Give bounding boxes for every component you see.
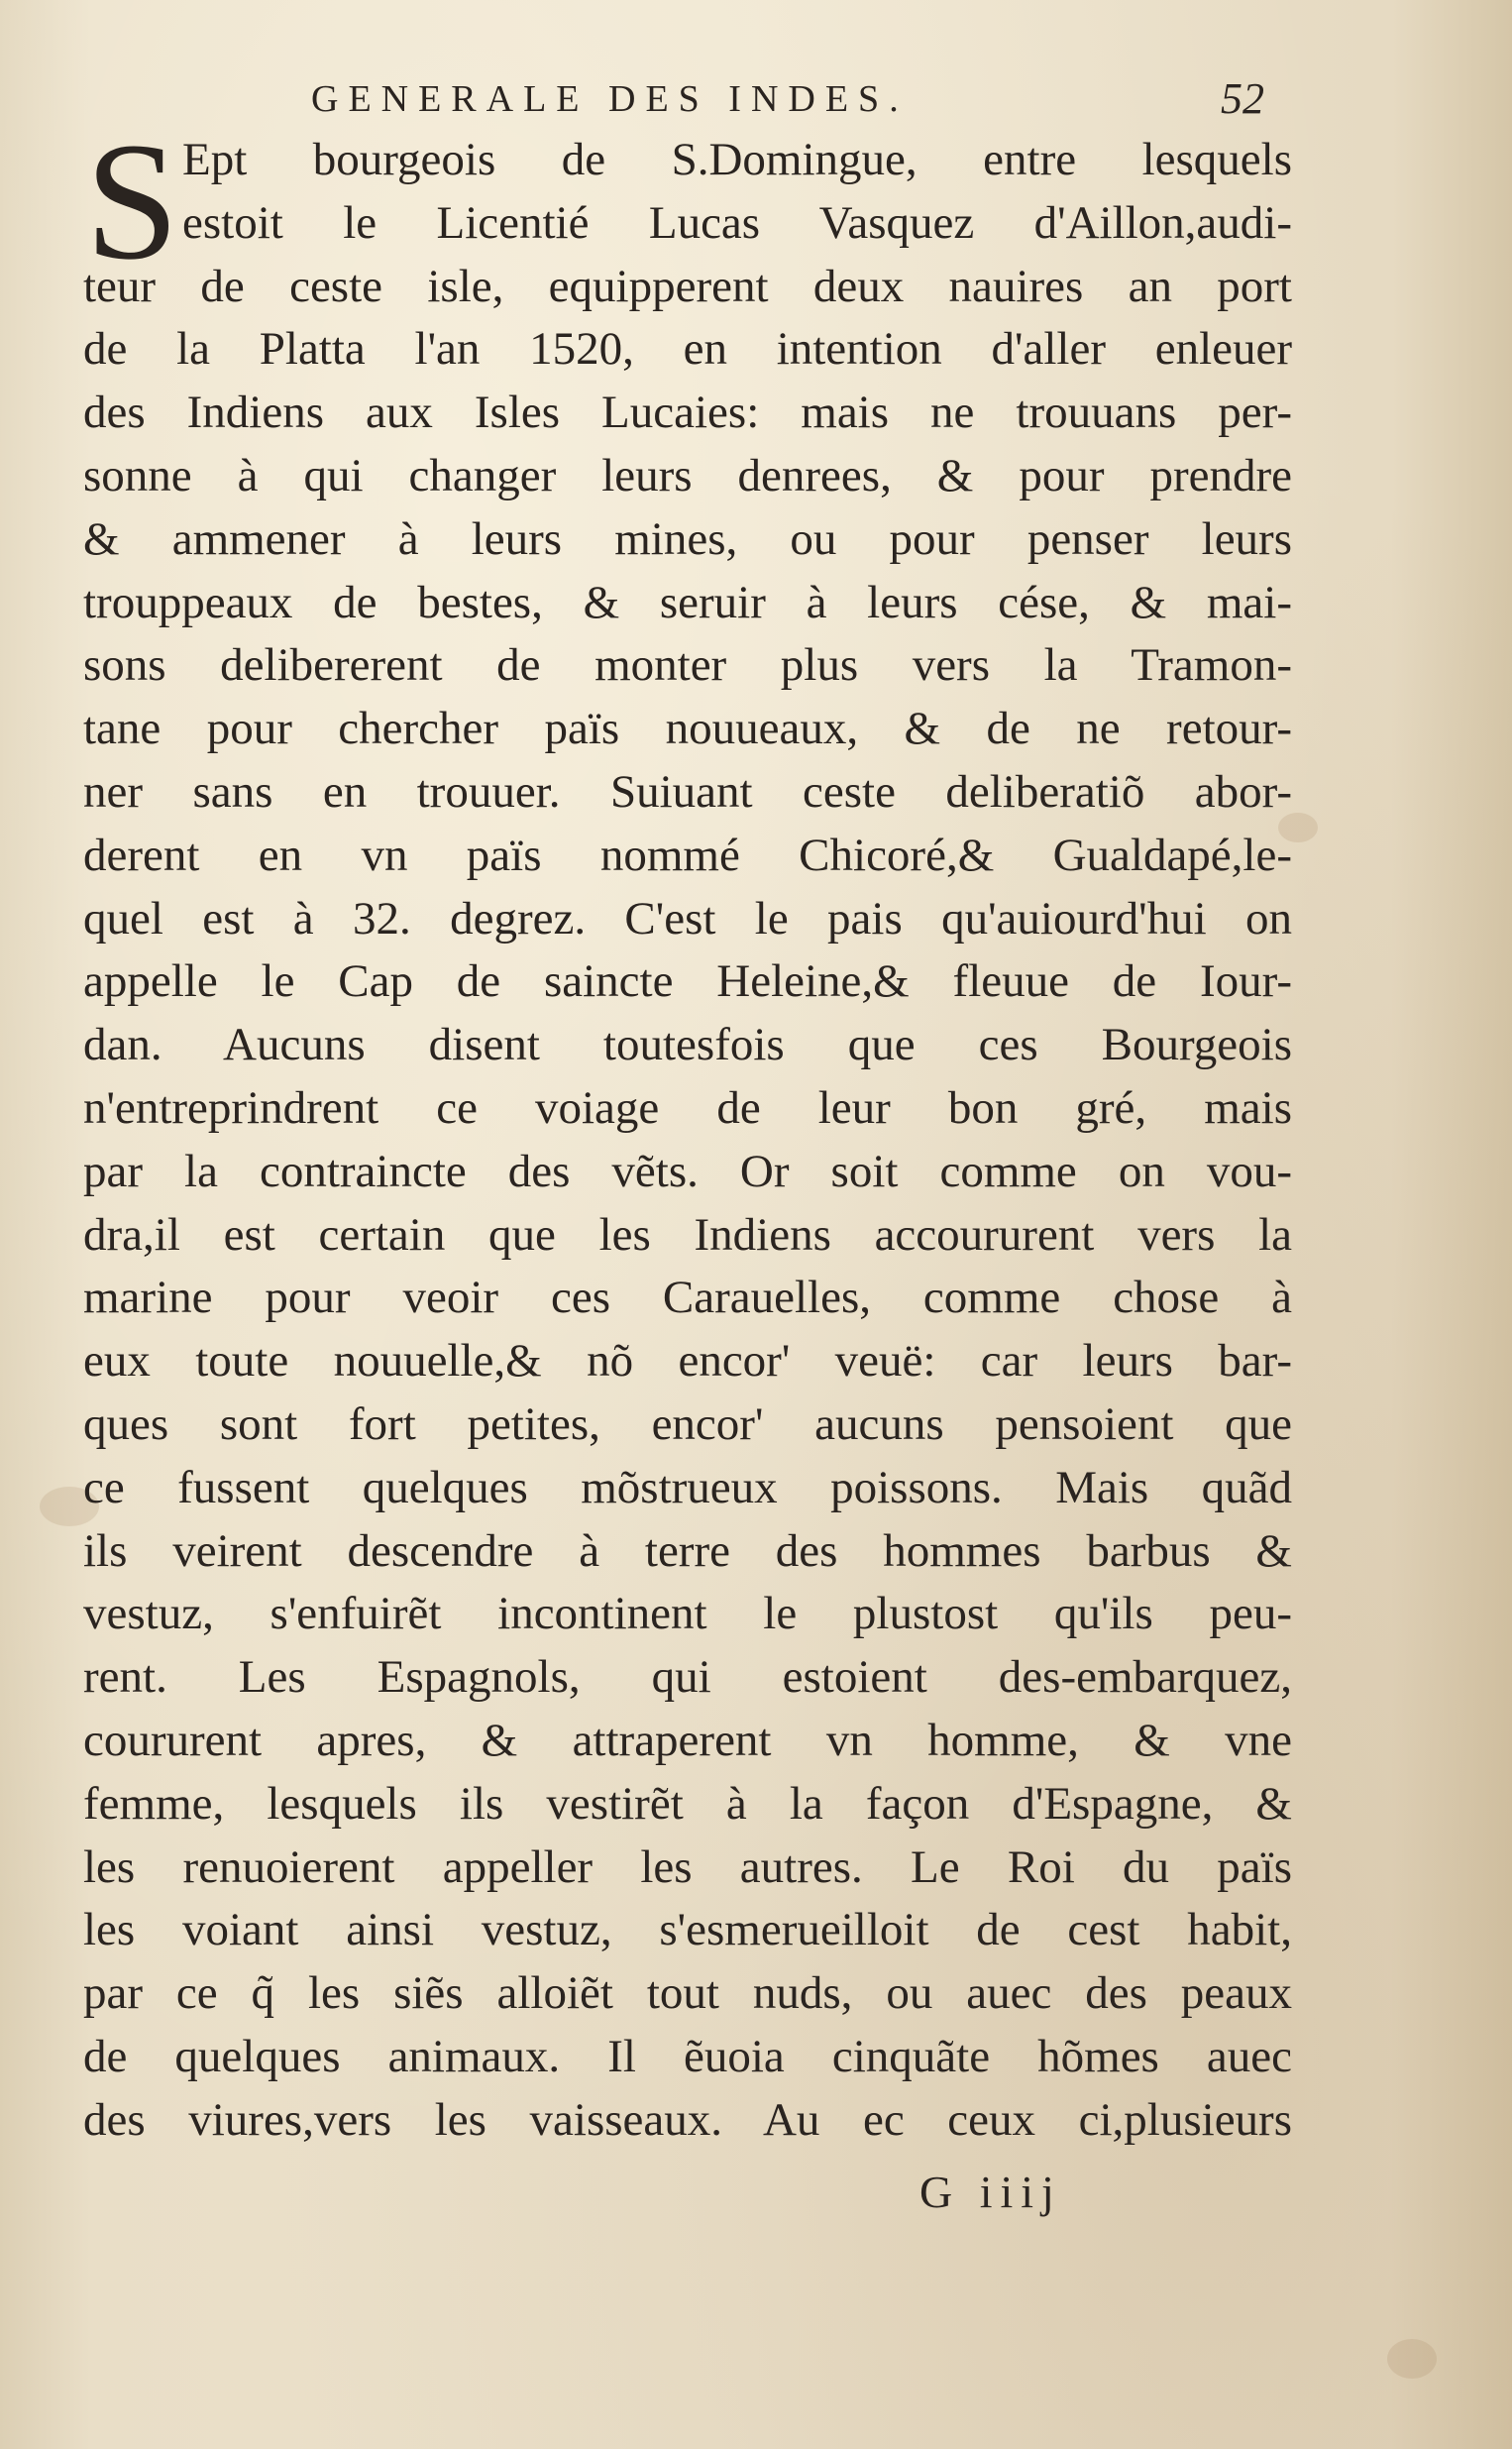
text-line: Ept bourgeois de S.Domingue, entre lesquels <box>182 134 1292 185</box>
text-line: femme, lesquels ils vestirẽt à la façon d'Espagne, & <box>83 1777 1292 1830</box>
text-line: tane pour chercher païs nouueaux, & de ne retour- <box>83 703 1292 755</box>
text-line: eux toute nouuelle,& nõ encor' veuë: car leurs bar- <box>83 1335 1292 1388</box>
signature-mark: G iiij <box>919 2167 1062 2217</box>
text-line: marine pour veoir ces Carauelles, comme chose à <box>83 1272 1292 1324</box>
text-line: des viures,vers les vaisseaux. Au ec ceux ci,plusieurs <box>83 2093 1292 2146</box>
text-line: appelle le Cap de saincte Heleine,& fleuue de Iour- <box>83 955 1292 1008</box>
text-line: & ammener à leurs mines, ou pour penser leurs <box>83 512 1292 565</box>
text-line: ques sont fort petites, encor' aucuns pensoient que <box>83 1397 1292 1450</box>
body-text <box>83 108 1292 2153</box>
text-line: derent en vn païs nommé Chicoré,& Gualdapé,le- <box>83 829 1292 881</box>
text-line: estoit le Licentié Lucas Vasquez d'Aillon,audi- <box>182 196 1292 249</box>
text-line: sonne à qui changer leurs denrees, & pour prendre <box>83 449 1292 501</box>
text-line: de la Platta l'an 1520, en intention d'aller enleuer <box>83 323 1292 376</box>
text-line: ils veirent descendre à terre des hommes barbus & <box>83 1524 1292 1577</box>
text-line: trouppeaux de bestes, & seruir à leurs cése, & mai- <box>83 576 1292 628</box>
text-line: dan. Aucuns disent toutesfois que ces Bourgeois <box>83 1019 1292 1071</box>
text-line: par ce q̃ les siẽs alloiẽt tout nuds, ou auec des peaux <box>83 1967 1292 2020</box>
text-line: rent. Les Espagnols, qui estoient des-embarquez, <box>83 1651 1292 1704</box>
text-line: sons delibererent de monter plus vers la Tramon- <box>83 639 1292 692</box>
text-line: dra,il est certain que les Indiens accoururent vers la <box>83 1208 1292 1261</box>
page-number: 52 <box>1221 74 1264 123</box>
text-line: n'entreprindrent ce voiage de leur bon gré, mais <box>83 1081 1292 1134</box>
running-head: GENERALE DES INDES. <box>311 78 909 120</box>
paper-stain <box>1387 2339 1437 2379</box>
text-line: quel est à 32. degrez. C'est le pais qu'auiourd'hui on <box>83 892 1292 945</box>
text-line: des Indiens aux Isles Lucaies: mais ne trouuans per- <box>83 387 1292 439</box>
text-line: par la contraincte des vẽts. Or soit comme on vou- <box>83 1145 1292 1197</box>
text-line: teur de ceste isle, equipperent deux nauires an port <box>83 260 1292 312</box>
text-line: vestuz, s'enfuirẽt incontinent le plustost qu'ils peu- <box>83 1588 1292 1640</box>
text-line: les renuoierent appeller les autres. Le Roi du païs <box>83 1840 1292 1893</box>
drop-cap: S <box>85 108 179 294</box>
text-line: de quelques animaux. Il ẽuoia cinquãte hõmes auec <box>83 2030 1292 2082</box>
text-line: ce fussent quelques mõstrueux poissons. Mais quãd <box>83 1461 1292 1513</box>
text-line: coururent apres, & attraperent vn homme, & vne <box>83 1714 1292 1766</box>
text-line: les voiant ainsi vestuz, s'esmerueilloit de cest habit, <box>83 1904 1292 1956</box>
text-line: ner sans en trouuer. Suiuant ceste deliberatiõ abor- <box>83 765 1292 818</box>
